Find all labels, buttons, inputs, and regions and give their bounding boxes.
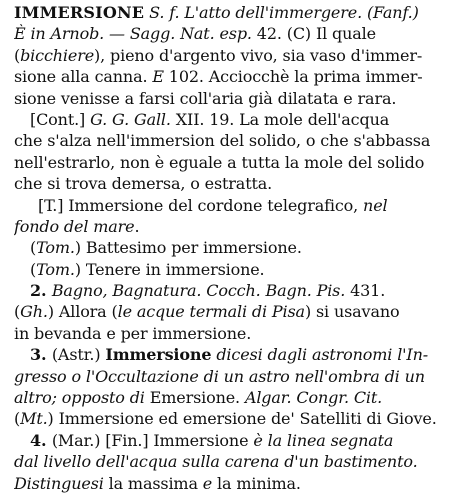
text-segment: sione alla canna.	[14, 67, 153, 87]
text-segment: ) Allora (	[47, 302, 118, 322]
text-segment: la minima.	[212, 473, 301, 493]
text-segment: dicesi dagli astronomi l'In-	[211, 345, 429, 365]
entry-line	[14, 23, 467, 44]
entry-line	[14, 195, 467, 216]
text-segment: e	[202, 473, 213, 493]
text-segment: ) Battesimo per immersione.	[74, 238, 302, 258]
text-segment: (	[14, 409, 21, 429]
text-segment: Emersione.	[144, 388, 245, 408]
text-segment: ) si usavano	[304, 302, 400, 322]
text-segment: (	[30, 259, 37, 279]
entry-line	[14, 387, 467, 408]
text-segment: 102. Acciocchè la prima immer-	[163, 67, 423, 87]
text-segment: (	[14, 302, 21, 322]
entry-line	[14, 130, 467, 151]
text-segment: in bevanda e per immersione.	[14, 323, 252, 343]
entry-line	[14, 430, 467, 451]
text-segment: È in Arnob. — Sagg. Nat. esp.	[14, 24, 252, 44]
text-segment: Tom.	[36, 238, 75, 258]
entry-line	[14, 216, 467, 237]
text-segment: Tom.	[36, 259, 75, 279]
text-segment: (Mar.) [Fin.] Immersione	[51, 430, 254, 450]
text-segment: Bagno, Bagnatura. Cocch. Bagn. Pis.	[51, 281, 346, 301]
text-segment: G. G. Gall.	[90, 109, 171, 129]
entry-line	[14, 88, 467, 109]
text-segment: altro; opposto di	[14, 388, 145, 408]
text-segment: sione venisse a farsi coll'aria già dilatata e rara.	[14, 88, 397, 108]
text-segment: .	[134, 216, 140, 236]
entry-line	[14, 2, 467, 23]
text-segment: dal livello dell'acqua sulla carena d'un bastimento.	[14, 452, 418, 472]
text-segment: ), pieno d'argento vivo, sia vaso d'immer-	[94, 45, 423, 65]
text-segment: 2.	[30, 281, 52, 301]
text-segment: Gh.	[20, 302, 48, 322]
text-segment: 3.	[30, 345, 52, 365]
text-segment: (	[30, 238, 37, 258]
text-segment: gresso o l'Occultazione di un astro nell'ombra di un	[14, 366, 425, 386]
text-segment: che si trova demersa, o estratta.	[14, 174, 273, 194]
text-segment: XII. 19. La mole dell'acqua	[170, 109, 390, 129]
entry-line	[14, 366, 467, 387]
text-segment: (	[14, 45, 21, 65]
text-segment: Immersione	[105, 345, 212, 365]
text-segment: nel	[363, 195, 388, 215]
text-segment: è la linea segnata	[253, 430, 394, 450]
text-segment: ) Immersione ed emersione de' Satelliti di Giove.	[47, 409, 437, 429]
text-segment: (Astr.)	[51, 345, 106, 365]
text-segment: che s'alza nell'immersion del solido, o che s'abbassa	[14, 131, 431, 151]
entry-line	[14, 323, 467, 344]
entry-line	[14, 344, 467, 365]
text-segment: E	[152, 67, 164, 87]
entry-line	[14, 473, 467, 494]
entry-line	[14, 280, 467, 301]
entry-line	[14, 45, 467, 66]
entry-line	[14, 152, 467, 173]
text-segment: 4.	[30, 430, 52, 450]
text-segment: [T.] Immersione del cordone telegrafico,	[38, 195, 364, 215]
text-segment: S. f. L'atto dell'immergere. (Fanf.)	[149, 3, 419, 22]
entry-line	[14, 66, 467, 87]
text-segment: Mt.	[20, 409, 48, 429]
text-segment: bicchiere	[20, 45, 95, 65]
text-segment: Algar. Congr. Cit.	[244, 388, 383, 408]
entry-line	[14, 301, 467, 322]
entry-line	[14, 173, 467, 194]
entry-line	[14, 451, 467, 472]
text-segment: ) Tenere in immersione.	[74, 259, 265, 279]
text-segment: 431.	[345, 281, 386, 301]
entry-line	[14, 237, 467, 258]
text-segment: 42. (C) Il quale	[251, 24, 376, 44]
text-segment: nell'estrarlo, non è eguale a tutta la mole del solido	[14, 152, 425, 172]
entry-line	[14, 259, 467, 280]
text-segment: [Cont.]	[30, 109, 91, 129]
text-segment: fondo del mare	[14, 216, 135, 236]
entry-line	[14, 408, 467, 429]
text-segment: Distinguesi	[14, 473, 104, 493]
entry-line	[14, 109, 467, 130]
text-segment: IMMERSIONE	[14, 3, 145, 22]
text-segment: la massima	[103, 473, 203, 493]
text-segment: le acque termali di Pisa	[117, 302, 305, 322]
